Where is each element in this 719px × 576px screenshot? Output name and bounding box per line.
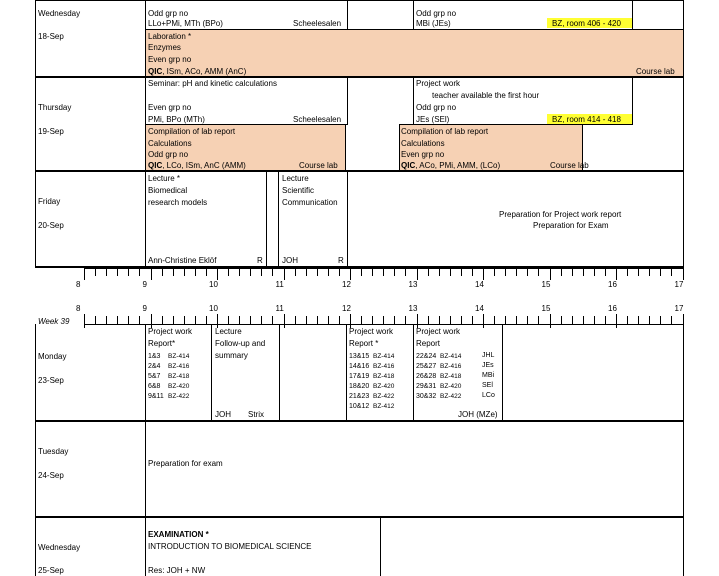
hour-tick xyxy=(483,266,484,280)
minor-tick xyxy=(95,268,96,276)
wed25-day: Wednesday xyxy=(38,543,81,552)
room-number: BZ-418 xyxy=(440,373,462,380)
list-item xyxy=(349,371,394,381)
group-numbers: 26&28 xyxy=(416,373,437,380)
thu19-div1 xyxy=(347,77,348,125)
minor-tick xyxy=(505,268,506,276)
minor-tick xyxy=(162,316,163,324)
minor-tick xyxy=(173,268,174,276)
minor-tick xyxy=(261,268,262,276)
minor-tick xyxy=(671,268,672,276)
wed18-row-top xyxy=(35,0,684,1)
thu19-comp1-room: Course lab xyxy=(299,161,338,170)
minor-tick xyxy=(649,268,650,276)
room-number: BZ-414 xyxy=(373,353,395,360)
room-number: BZ-422 xyxy=(168,393,190,400)
minor-tick xyxy=(439,316,440,324)
fri20-lec1-right xyxy=(266,171,267,267)
mon23-lec-room: Strix xyxy=(248,410,264,419)
thu19-teachers-b: JEs (SEl) xyxy=(416,115,450,124)
thu19-comp1-title: Compilation of lab report xyxy=(148,127,236,136)
list-item xyxy=(148,351,189,361)
wed18-odd-b: Odd grp no xyxy=(416,9,457,18)
minor-tick xyxy=(428,316,429,324)
room-number: BZ-418 xyxy=(168,373,190,380)
minor-tick xyxy=(261,316,262,324)
minor-tick xyxy=(339,268,340,276)
minor-tick xyxy=(328,316,329,324)
room-number: BZ-420 xyxy=(440,383,462,390)
minor-tick xyxy=(494,316,495,324)
minor-tick xyxy=(516,316,517,324)
hour-label: 8 xyxy=(76,280,81,289)
room-number: BZ-416 xyxy=(373,363,395,370)
group-numbers: 10&12 xyxy=(349,403,370,410)
mon23-pw2-h1: Project work xyxy=(349,327,394,336)
room-number: BZ-416 xyxy=(440,363,462,370)
hour-label: 8 xyxy=(76,304,81,313)
hour-label: 14 xyxy=(475,304,484,313)
thu19-teachers-a: PMi, BPo (MTh) xyxy=(148,115,205,124)
thu19-div3 xyxy=(632,77,633,125)
wed25-exam-right xyxy=(380,516,381,576)
hour-label: 12 xyxy=(342,280,351,289)
list-item xyxy=(416,381,493,391)
fri20-lec1-teacher: Ann-Christine Eklöf xyxy=(148,256,217,265)
hour-label: 16 xyxy=(608,304,617,313)
list-item xyxy=(349,401,394,411)
wed18-row-bottom xyxy=(35,76,684,78)
minor-tick xyxy=(538,316,539,324)
hour-label: 14 xyxy=(475,280,484,289)
thu19-comp1-right xyxy=(345,124,346,171)
group-numbers: 21&23 xyxy=(349,393,370,400)
thu19-comp2-left xyxy=(399,124,400,171)
minor-tick xyxy=(306,316,307,324)
list-item xyxy=(148,371,189,381)
thu19-comp2-group: Even grp no xyxy=(401,150,445,159)
list-item xyxy=(148,391,189,401)
fri20-prep1: Preparation for Project work report xyxy=(499,210,622,219)
group-numbers: 13&15 xyxy=(349,353,370,360)
tue24-date: 24-Sep xyxy=(38,471,64,480)
minor-tick xyxy=(250,316,251,324)
minor-tick xyxy=(139,316,140,324)
thu19-project: Project work xyxy=(416,79,461,88)
fri20-lec1-l3: research models xyxy=(148,198,208,207)
wed18-room-a: Scheelesalen xyxy=(293,19,342,28)
thu19-comp2-calc: Calculations xyxy=(401,139,445,148)
wed18-lab-teachers: QIC, ISm, ACo, AMM (AnC) xyxy=(148,67,247,76)
mon23-lec-right xyxy=(279,324,280,420)
minor-tick xyxy=(627,268,628,276)
group-numbers: 25&27 xyxy=(416,363,437,370)
wed18-day: Wednesday xyxy=(38,9,81,18)
minor-tick xyxy=(638,268,639,276)
hour-tick xyxy=(616,266,617,280)
minor-tick xyxy=(394,316,395,324)
group-numbers: 9&11 xyxy=(148,393,164,400)
group-numbers: 17&19 xyxy=(349,373,370,380)
minor-tick xyxy=(361,268,362,276)
minor-tick xyxy=(671,316,672,324)
minor-tick xyxy=(605,268,606,276)
mon23-pw3-right xyxy=(502,324,503,420)
thu19-sep2 xyxy=(399,124,633,125)
minor-tick xyxy=(383,268,384,276)
minor-tick xyxy=(627,316,628,324)
room-number: BZ-414 xyxy=(440,353,462,360)
thu19-comp2-room: Course lab xyxy=(550,161,589,170)
teacher-initials: MBi xyxy=(482,372,495,379)
mon23-pw1-right xyxy=(211,324,212,420)
wed18-lab-group: Even grp no xyxy=(148,55,192,64)
thu19-comp2-title: Compilation of lab report xyxy=(401,127,489,136)
room-number: BZ-412 xyxy=(373,403,395,410)
grid2-day-col xyxy=(145,324,146,576)
mon23-pw3-footer: JOH (MZe) xyxy=(458,410,498,419)
minor-tick xyxy=(583,268,584,276)
wed18-sep xyxy=(145,29,684,30)
mon23-pw3-h2: Report xyxy=(416,339,441,348)
thu19-room-b: BZ, room 414 - 418 xyxy=(552,115,621,124)
list-item xyxy=(148,361,189,371)
hour-label: 12 xyxy=(342,304,351,313)
hour-tick xyxy=(84,266,85,280)
minor-tick xyxy=(472,316,473,324)
fri20-lec2-l3: Communication xyxy=(282,198,338,207)
hour-label: 15 xyxy=(541,304,551,313)
hour-label: 11 xyxy=(275,280,284,289)
hour-label: 17 xyxy=(674,280,684,289)
wed18-div1 xyxy=(347,0,348,29)
grid-day-col xyxy=(145,0,146,268)
minor-tick xyxy=(405,316,406,324)
mon23-pw1-h2: Report* xyxy=(148,339,176,348)
hour-tick xyxy=(616,314,617,328)
thu19-comp1-calc: Calculations xyxy=(148,139,192,148)
group-numbers: 1&3 xyxy=(148,353,161,360)
minor-tick xyxy=(139,268,140,276)
thu19-div2 xyxy=(413,77,414,125)
wed25-exam-res: Res: JOH + NW xyxy=(148,566,206,575)
grid-right xyxy=(683,0,684,268)
grid2-right xyxy=(683,324,684,576)
group-numbers: 2&4 xyxy=(148,363,161,370)
wed18-teachers-b: MBi (JEs) xyxy=(416,19,451,28)
minor-tick xyxy=(383,316,384,324)
room-number: BZ-414 xyxy=(168,353,190,360)
wed25-exam-title: EXAMINATION * xyxy=(148,530,209,539)
minor-tick xyxy=(317,268,318,276)
minor-tick xyxy=(317,316,318,324)
hour-label: 9 xyxy=(142,280,147,289)
minor-tick xyxy=(660,316,661,324)
mon23-row-bottom xyxy=(35,420,684,422)
hour-label: 10 xyxy=(209,304,218,313)
teacher-initials: JEs xyxy=(482,362,494,369)
minor-tick xyxy=(361,316,362,324)
minor-tick xyxy=(162,268,163,276)
teacher-initials: JHL xyxy=(482,352,495,359)
mon23-pw2-right xyxy=(413,324,414,420)
minor-tick xyxy=(295,268,296,276)
grid-left xyxy=(35,0,36,268)
mon23-lec-l3: summary xyxy=(215,351,248,360)
thu19-comp1-group: Odd grp no xyxy=(148,150,189,159)
list-item xyxy=(416,371,495,381)
mon23-pw2-h2: Report * xyxy=(349,339,379,348)
hour-tick xyxy=(683,266,684,280)
minor-tick xyxy=(605,316,606,324)
minor-tick xyxy=(239,268,240,276)
minor-tick xyxy=(195,268,196,276)
wed18-teachers-a: LLo+PMi, MTh (BPo) xyxy=(148,19,223,28)
fri20-lec1-l1: Lecture * xyxy=(148,174,181,183)
thu19-date: 19-Sep xyxy=(38,127,64,136)
hour-tick xyxy=(151,266,152,280)
mon23-pw3-h1: Project work xyxy=(416,327,461,336)
room-number: BZ-418 xyxy=(373,373,395,380)
minor-tick xyxy=(328,268,329,276)
room-number: BZ-416 xyxy=(168,363,190,370)
thu19-room-a: Scheelesalen xyxy=(293,115,342,124)
minor-tick xyxy=(128,268,129,276)
minor-tick xyxy=(494,268,495,276)
group-numbers: 22&24 xyxy=(416,353,437,360)
hour-label: 10 xyxy=(209,280,218,289)
tue24-day: Tuesday xyxy=(38,447,69,456)
wed18-lab-topic: Enzymes xyxy=(148,43,181,52)
minor-tick xyxy=(505,316,506,324)
week-label: Week 39 xyxy=(38,317,70,326)
minor-tick xyxy=(206,268,207,276)
mon23-pw2-left xyxy=(346,324,347,420)
minor-tick xyxy=(250,268,251,276)
wed25-exam-course: INTRODUCTION TO BIOMEDICAL SCIENCE xyxy=(148,542,312,551)
minor-tick xyxy=(295,316,296,324)
fri20-lec2-l2: Scientific xyxy=(282,186,315,195)
mon23-day: Monday xyxy=(38,352,67,361)
minor-tick xyxy=(439,268,440,276)
hour-tick xyxy=(417,266,418,280)
fri20-lec2-l1: Lecture xyxy=(282,174,309,183)
hour-tick xyxy=(550,266,551,280)
hour-label: 9 xyxy=(142,304,147,313)
tue24-row-bottom xyxy=(35,516,684,518)
minor-tick xyxy=(594,268,595,276)
minor-tick xyxy=(173,316,174,324)
fri20-date: 20-Sep xyxy=(38,221,64,230)
room-number: BZ-420 xyxy=(373,383,395,390)
minor-tick xyxy=(638,316,639,324)
list-item xyxy=(416,391,495,401)
hour-label: 11 xyxy=(275,304,284,313)
minor-tick xyxy=(405,268,406,276)
grid2-left xyxy=(35,324,36,576)
minor-tick xyxy=(428,268,429,276)
minor-tick xyxy=(394,268,395,276)
list-item xyxy=(349,351,394,361)
list-item xyxy=(349,391,394,401)
hour-tick xyxy=(483,314,484,328)
minor-tick xyxy=(372,316,373,324)
list-item xyxy=(349,361,394,371)
hour-tick xyxy=(350,266,351,280)
thu19-odd-b: Odd grp no xyxy=(416,103,457,112)
hour-label: 15 xyxy=(541,280,551,289)
group-numbers: 18&20 xyxy=(349,383,370,390)
minor-tick xyxy=(461,268,462,276)
minor-tick xyxy=(450,268,451,276)
minor-tick xyxy=(228,268,229,276)
room-number: BZ-420 xyxy=(168,383,190,390)
fri20-lec2-room: R xyxy=(338,256,344,265)
hour-tick xyxy=(350,314,351,328)
mon23-lec-l1: Lecture xyxy=(215,327,242,336)
room-number: BZ-422 xyxy=(440,393,462,400)
minor-tick xyxy=(184,268,185,276)
wed18-date: 18-Sep xyxy=(38,32,64,41)
minor-tick xyxy=(561,268,562,276)
fri20-prep2: Preparation for Exam xyxy=(533,221,609,230)
minor-tick xyxy=(206,316,207,324)
hour-label: 13 xyxy=(408,280,418,289)
minor-tick xyxy=(516,268,517,276)
wed25-date: 25-Sep xyxy=(38,566,64,575)
wed18-lab-room: Course lab xyxy=(636,67,675,76)
fri20-lec2-right xyxy=(347,171,348,267)
minor-tick xyxy=(649,316,650,324)
minor-tick xyxy=(583,316,584,324)
group-numbers: 29&31 xyxy=(416,383,437,390)
hour-tick xyxy=(550,314,551,328)
fri20-day: Friday xyxy=(38,197,61,206)
hour-tick xyxy=(217,266,218,280)
group-numbers: 5&7 xyxy=(148,373,161,380)
mon23-lec-teacher: JOH xyxy=(215,410,231,419)
minor-tick xyxy=(472,268,473,276)
list-item xyxy=(349,381,394,391)
minor-tick xyxy=(450,316,451,324)
minor-tick xyxy=(228,316,229,324)
room-number: BZ-422 xyxy=(373,393,395,400)
thu19-row-bottom xyxy=(35,170,684,172)
thu19-sep1 xyxy=(145,124,348,125)
tue24-prep: Preparation for exam xyxy=(148,459,223,468)
ruler2-line xyxy=(84,324,683,325)
minor-tick xyxy=(572,268,573,276)
mon23-date: 23-Sep xyxy=(38,376,64,385)
hour-label: 13 xyxy=(408,304,418,313)
teacher-initials: LCo xyxy=(482,392,495,399)
hour-tick xyxy=(284,266,285,280)
thu19-comp2-teachers: QIC, ACo, PMi, AMM, (LCo) xyxy=(401,161,501,170)
mon23-lec-l2: Follow-up and xyxy=(215,339,266,348)
minor-tick xyxy=(272,316,273,324)
thu19-day: Thursday xyxy=(38,103,72,112)
minor-tick xyxy=(117,316,118,324)
thu19-even: Even grp no xyxy=(148,103,192,112)
hour-tick xyxy=(417,314,418,328)
minor-tick xyxy=(117,268,118,276)
hour-label: 16 xyxy=(608,280,617,289)
group-numbers: 14&16 xyxy=(349,363,370,370)
group-numbers: 30&32 xyxy=(416,393,437,400)
minor-tick xyxy=(339,316,340,324)
hour-tick xyxy=(151,314,152,328)
wed18-odd-a: Odd grp no xyxy=(148,9,189,18)
minor-tick xyxy=(527,316,528,324)
minor-tick xyxy=(106,268,107,276)
fri20-lec2-left xyxy=(278,171,279,267)
wed18-lab-title: Laboration * xyxy=(148,32,192,41)
hour-tick xyxy=(84,314,85,328)
fri20-lec1-l2: Biomedical xyxy=(148,186,188,195)
hour-tick xyxy=(217,314,218,328)
fri20-lec1-room: R xyxy=(257,256,263,265)
minor-tick xyxy=(128,316,129,324)
minor-tick xyxy=(594,316,595,324)
minor-tick xyxy=(372,268,373,276)
fri20-lec2-teacher: JOH xyxy=(282,256,298,265)
list-item xyxy=(416,361,494,371)
thu19-teacher-note: teacher available the first hour xyxy=(432,91,540,100)
minor-tick xyxy=(461,316,462,324)
thu19-seminar: Seminar: pH and kinetic calculations xyxy=(148,79,277,88)
minor-tick xyxy=(527,268,528,276)
wed18-room-b: BZ, room 406 - 420 xyxy=(552,19,621,28)
list-item xyxy=(416,351,495,361)
hour-tick xyxy=(284,314,285,328)
minor-tick xyxy=(106,316,107,324)
teacher-initials: SEl xyxy=(482,382,493,389)
minor-tick xyxy=(195,316,196,324)
group-numbers: 6&8 xyxy=(148,383,161,390)
list-item xyxy=(148,381,189,391)
minor-tick xyxy=(306,268,307,276)
minor-tick xyxy=(239,316,240,324)
minor-tick xyxy=(561,316,562,324)
wed18-div2 xyxy=(413,0,414,29)
hour-label: 17 xyxy=(674,304,684,313)
minor-tick xyxy=(660,268,661,276)
wed18-div3 xyxy=(632,0,633,29)
minor-tick xyxy=(538,268,539,276)
minor-tick xyxy=(572,316,573,324)
mon23-pw1-h1: Project work xyxy=(148,327,193,336)
thu19-comp1-teachers: QIC, LCo, ISm, AnC (AMM) xyxy=(148,161,246,170)
minor-tick xyxy=(95,316,96,324)
minor-tick xyxy=(184,316,185,324)
minor-tick xyxy=(272,268,273,276)
